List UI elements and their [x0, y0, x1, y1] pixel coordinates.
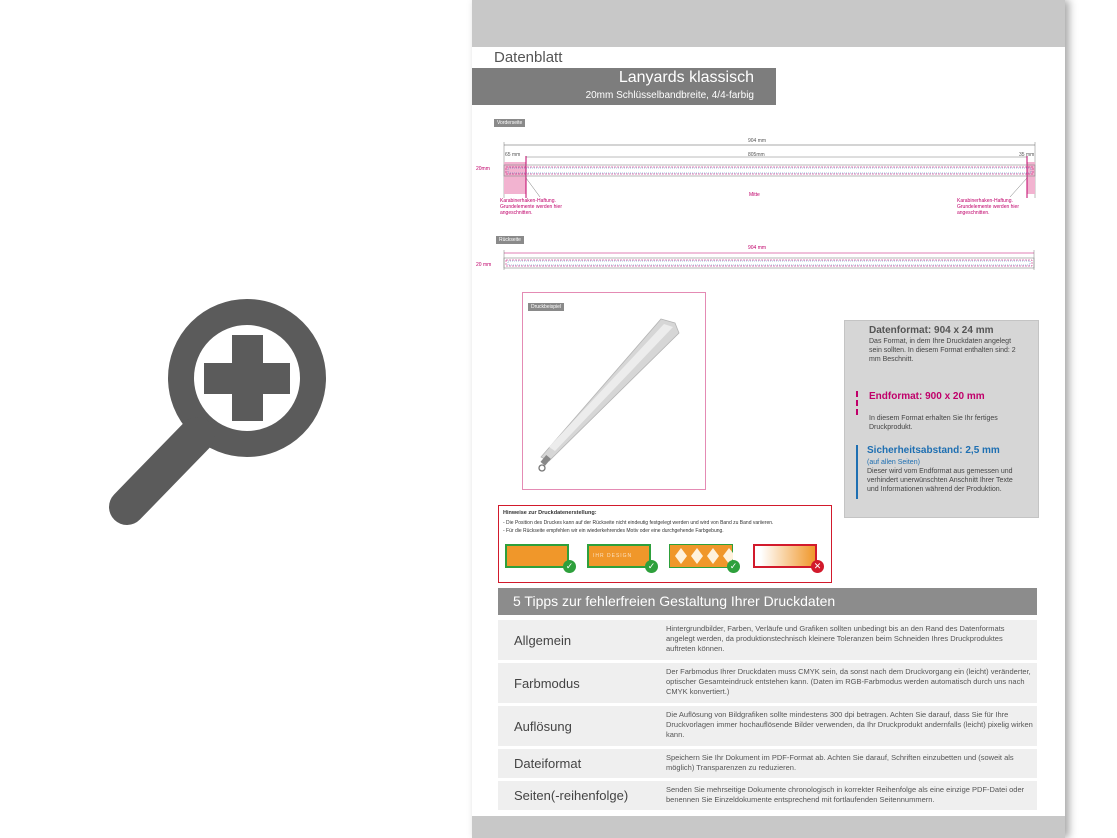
hint-line-1: - Die Position des Druckes kann auf der Rückseite nicht eindeutig festgelegt werden und wird von Band zu Band variieren.	[503, 520, 774, 526]
check-icon: ✓	[563, 560, 576, 573]
check-icon: ✓	[727, 560, 740, 573]
back-height-dim: 20 mm	[476, 262, 492, 268]
datasheet-page	[472, 0, 1065, 838]
end-format-marker	[856, 391, 860, 415]
back-side-label: Rückseite	[496, 236, 524, 244]
product-subtitle: 20mm Schlüsselbandbreite, 4/4-farbig	[585, 90, 754, 101]
swatch-geometric-pattern	[669, 544, 733, 568]
front-height-dim: 20mm	[476, 166, 490, 172]
front-total-dim: 904 mm	[748, 138, 767, 144]
tip-name: Allgemein	[514, 633, 572, 648]
tip-row	[498, 663, 1037, 703]
front-middle-dim: 805mm	[748, 152, 765, 158]
safety-marker	[856, 445, 860, 499]
safety-sub: (auf allen Seiten)	[867, 459, 920, 466]
bottom-band	[472, 816, 1065, 838]
front-lanyard-diagram	[492, 140, 1042, 200]
tips-heading: 5 Tipps zur fehlerfreien Gestaltung Ihrer Druckdaten	[498, 588, 1037, 615]
front-side-label: Vorderseite	[494, 119, 525, 127]
lanyard-illustration	[523, 293, 705, 489]
tip-text: Speichern Sie Ihr Dokument im PDF-Format ab. Achten Sie darauf, Schriften einzubetten und (soweit als möglich) Transparenzen zu reduzieren.	[666, 753, 1014, 772]
front-center-note: Mitte	[749, 192, 760, 198]
title-bar	[472, 68, 776, 105]
swatch-gradient	[753, 544, 817, 568]
tip-row	[498, 620, 1037, 660]
swatch-solid	[505, 544, 569, 568]
tip-text: Hintergrundbilder, Farben, Verläufe und Grafiken sollten unbedingt bis an den Rand des Datenformats angelegt werden, da produktionstechnisch kleinere Toleranzen beim Schneiden Ihres Druckproduktes auftreten können.	[666, 624, 1005, 653]
data-format-text: Das Format, in dem Ihre Druckdaten angelegt sein sollten. In diesem Format enthalten sind: 2 mm Beschnitt.	[869, 338, 1016, 363]
front-right-dim: 35 mm	[1019, 152, 1035, 158]
tip-name: Seiten(-reihenfolge)	[514, 788, 629, 803]
check-icon: ✓	[645, 560, 658, 573]
print-preview	[522, 292, 706, 490]
tip-row	[498, 706, 1037, 746]
front-left-note: Karabinerhaken-Haftung. Grundelemente werden hier angeschnitten.	[500, 198, 562, 216]
swatch-text-pattern	[587, 544, 651, 568]
tip-text: Senden Sie mehrseitige Dokumente chronologisch in korrekter Reihenfolge als eine einzige PDF-Datei oder benennen Sie Einzeldokumente entsprechend mit fortlaufenden Seitennummern.	[666, 785, 1025, 804]
tip-row	[498, 749, 1037, 778]
swatch-pattern-text: IHR DESIGN	[593, 553, 633, 559]
tip-name: Dateiformat	[514, 756, 582, 771]
tip-text: Die Auflösung von Bildgrafiken sollte mindestens 300 dpi betragen. Achten Sie darauf, dass Sie für Ihre Druckvorlagen immer hochauflösende Bilder verwenden, da Ihr Druckprodukt andernfalls (leicht) pixelig wirken kann.	[666, 710, 1033, 739]
tip-name: Auflösung	[514, 719, 572, 734]
hint-line-2: - Für die Rückseite empfehlen wir ein wiederkehrendes Motiv oder eine durchgehende Farbgebung.	[503, 528, 724, 534]
safety-title: Sicherheitsabstand: 2,5 mm	[867, 445, 1000, 456]
top-band	[472, 0, 1065, 47]
tip-row	[498, 781, 1037, 810]
data-format-title: Datenformat: 904 x 24 mm	[869, 325, 994, 336]
safety-text: Dieser wird vom Endformat aus gemessen und verhindert unerwünschten Anschnitt Ihrer Texte und Informationen während der Produktion.	[867, 468, 1013, 493]
front-left-dim: 65 mm	[505, 152, 521, 158]
print-hint-box	[498, 505, 832, 583]
product-title: Lanyards klassisch	[618, 69, 754, 86]
back-lanyard-diagram	[500, 248, 1040, 273]
preview-label: Druckbeispiel	[528, 303, 564, 311]
tip-text: Der Farbmodus Ihrer Druckdaten muss CMYK sein, da sonst nach dem Druckvorgang ein (leicht) veränderter, optischer Gesamteindruck entstehen kann. (Daten im RGB-Farbmodus werden automatisch durch uns nach CMYK konvertiert.)	[666, 667, 1031, 696]
zoom-in-icon[interactable]	[105, 295, 355, 545]
back-total-dim: 904 mm	[748, 245, 767, 251]
end-format-title: Endformat: 900 x 20 mm	[869, 391, 985, 402]
front-right-note: Karabinerhaken-Haftung. Grundelemente werden hier angeschnitten.	[957, 198, 1019, 216]
tip-name: Farbmodus	[514, 676, 580, 691]
datasheet-tab: Datenblatt	[472, 47, 590, 68]
format-info-box	[844, 320, 1039, 518]
end-format-text: In diesem Format erhalten Sie Ihr fertiges Druckprodukt.	[869, 415, 998, 431]
cross-icon: ✕	[811, 560, 824, 573]
hint-title: Hinweise zur Druckdatenerstellung:	[503, 510, 597, 516]
